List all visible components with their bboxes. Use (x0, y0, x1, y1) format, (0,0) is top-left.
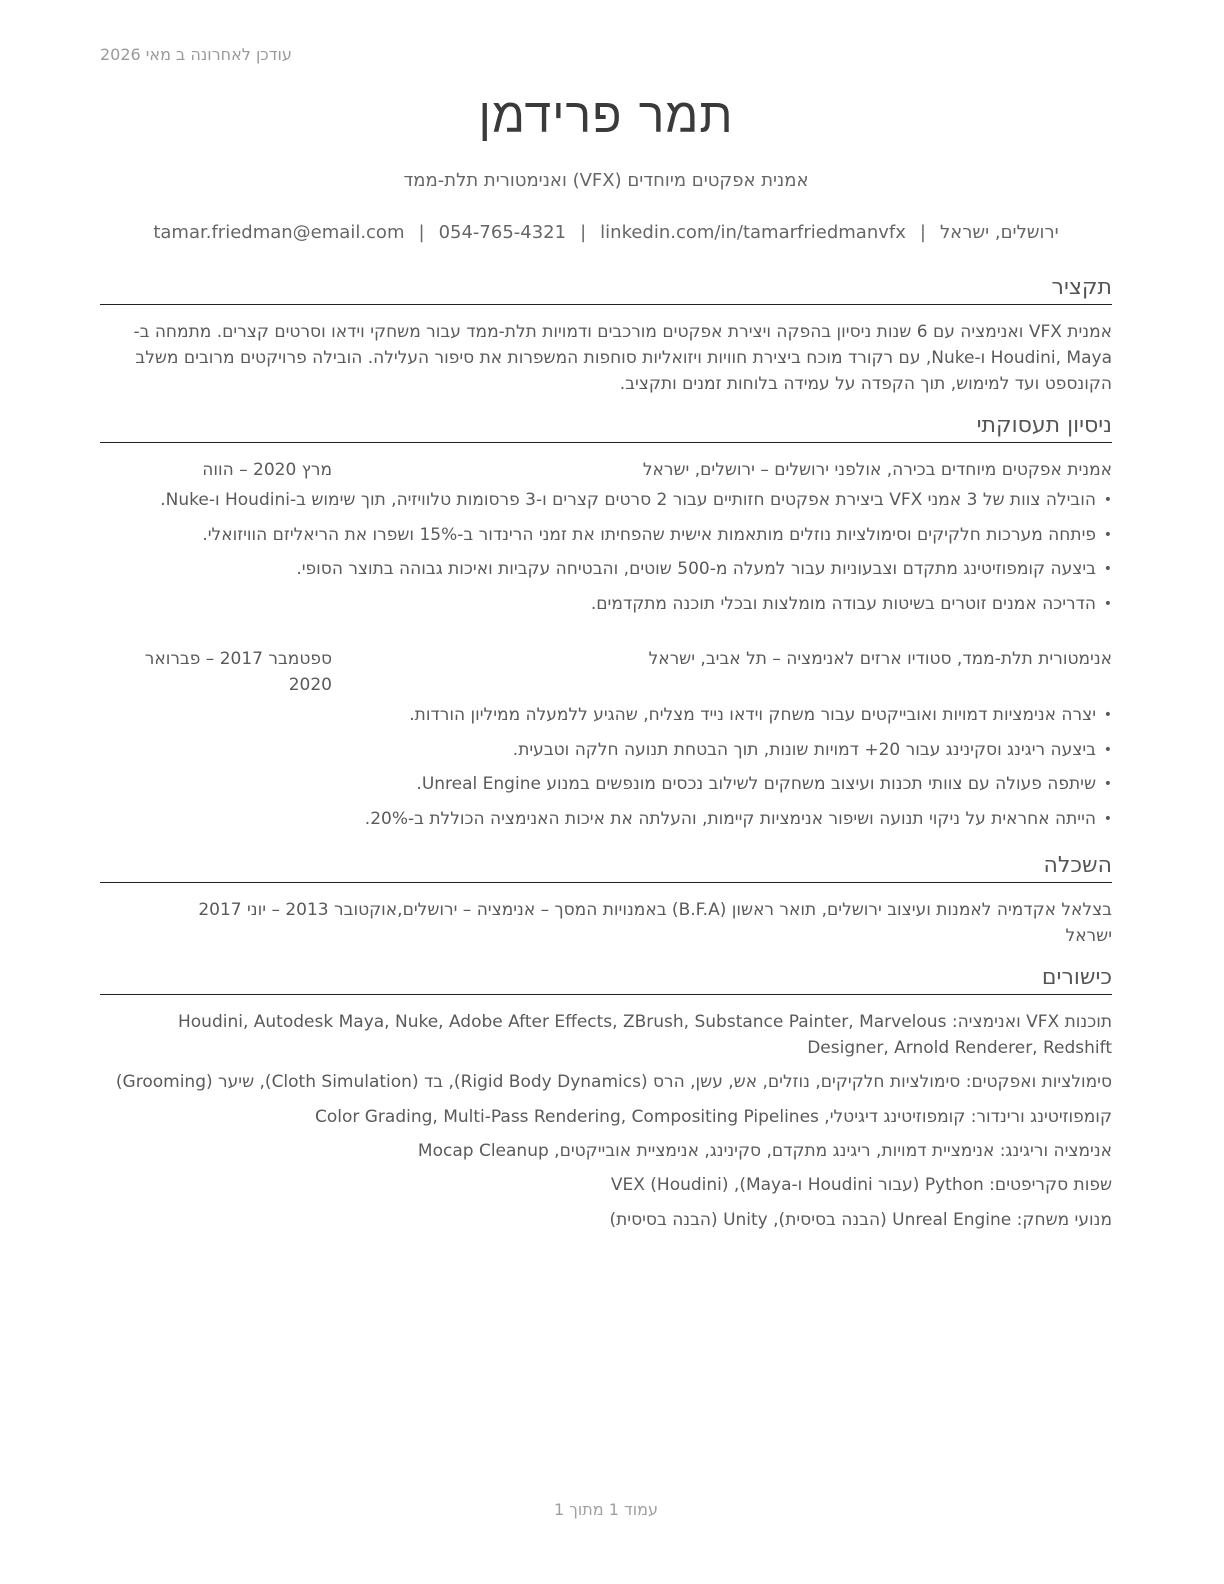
summary-text: אמנית VFX ואנימציה עם 6 שנות ניסיון בהפקה ויצירת אפקטים מורכבים ודמויות תלת-ממד עבור משחקי וידאו וסרטים קצרים. מתמחה ב-Houdini, Maya ו-Nuke, עם רקורד מוכח ביצירת חוויות ויזואליות סוחפות המשפרות את סיפור העלילה. הובילה פרויקטים מרובים משלב הקונספט ועד למימוש, תוך הקפדה על עמידה בלוחות זמנים ותקציב. (133, 322, 1112, 394)
job-date-line: 2020 (288, 675, 332, 695)
education-institution: בצלאל אקדמיה לאמנות ועיצוב ירושלים, תואר ראשון (B.F.A) באמנויות המסך – אנימציה – ירושלים, (397, 900, 1112, 920)
skill-line: שפות סקריפטים: Python (עבור Houdini ו-Maya), VEX (Houdini) (610, 1175, 1112, 1195)
email-link[interactable]: tamar.friedman@email.com (153, 222, 405, 243)
experience-heading: ניסיון תעסוקתי (100, 412, 1112, 443)
skill-line: סימולציות ואפקטים: סימולציות חלקיקים, נוזלים, אש, עשן, הרס (Rigid Body Dynamics), בד (Cloth Simulation), שיער (Grooming) (115, 1072, 1112, 1092)
separator: | (919, 222, 926, 243)
list-item: • ביצעה ריגינג וסקינינג עבור 20+ דמויות שונות, תוך הבטחת תנועה חלקה וטבעית. (100, 737, 1112, 763)
skills-heading: כישורים (100, 964, 1112, 995)
separator: | (418, 222, 425, 243)
resume-page (100, 0, 1112, 1584)
job-bullets (100, 702, 1112, 840)
list-item: • יצרה אנימציות דמויות ואובייקטים עבור משחק וידאו נייד מצליח, שהגיע ללמעלה ממיליון הורדות. (100, 702, 1112, 728)
location: ירושלים, ישראל (939, 222, 1059, 243)
phone-number[interactable]: 054-765-4321 (438, 222, 567, 243)
page-number: עמוד 1 מתוך 1 (554, 1500, 658, 1519)
list-item: • ביצעה קומפוזיטינג מתקדם וצבעוניות עבור למעלה מ-500 שוטים, והבטיחה עקביות ואיכות גבוהה בתוצר הסופי. (100, 556, 1112, 582)
separator: | (580, 222, 587, 243)
last-updated: עודכן לאחרונה ב מאי 2026 (100, 45, 292, 64)
education-location: ישראל (1065, 926, 1112, 946)
linkedin-link[interactable]: linkedin.com/in/tamarfriedmanvfx (600, 222, 906, 243)
list-item: • הובילה צוות של 3 אמני VFX ביצירת אפקטים חזותיים עבור 2 סרטים קצרים ו-3 פרסומות טלוויזיה, תוך שימוש ב-Houdini ו-Nuke. (100, 487, 1112, 513)
job-date-line: ספטמבר 2017 – פברואר (144, 649, 332, 669)
job-title: אנימטורית תלת-ממד, סטודיו ארזים לאנימציה – תל אביב, ישראל (648, 649, 1112, 669)
job-header (100, 457, 1112, 483)
job-header (100, 646, 1112, 698)
job-title: אמנית אפקטים מיוחדים בכירה, אולפני ירושלים – ירושלים, ישראל (642, 460, 1112, 480)
education-entry (100, 897, 1112, 923)
job-date: מרץ 2020 – הווה (202, 460, 332, 480)
list-item: • שיתפה פעולה עם צוותי תכנות ועיצוב משחקים לשילוב נכסים מונפשים במנוע Unreal Engine. (100, 771, 1112, 797)
candidate-name: תמר פרידמן (478, 88, 734, 144)
contact-line (100, 222, 1112, 243)
skill-line: קומפוזיטינג ורינדור: קומפוזיטינג דיגיטלי, Color Grading, Multi-Pass Rendering, Compositing Pipelines (314, 1107, 1112, 1127)
skill-line: תוכנות VFX ואנימציה: Houdini, Autodesk Maya, Nuke, Adobe After Effects, ZBrush, Substance Painter, Marvelous Designer, Arnold Renderer, Redshift (178, 1012, 1112, 1058)
education-date: אוקטובר 2013 – יוני 2017 (198, 900, 398, 920)
job-bullets (100, 487, 1112, 625)
list-item: • פיתחה מערכות חלקיקים וסימולציות נוזלים מותאמות אישית שהפחיתו את זמני הרינדור ב-15% ושפרו את הריאליזם הוויזואלי. (100, 522, 1112, 548)
education-heading: השכלה (100, 852, 1112, 883)
list-item: • הייתה אחראית על ניקוי תנועה ושיפור אנימציות קיימות, והעלתה את איכות האנימציה הכוללת ב-20%. (100, 806, 1112, 832)
list-item: • הדריכה אמנים זוטרים בשיטות עבודה מומלצות ובכלי תוכנה מתקדמים. (100, 591, 1112, 617)
job-date (100, 646, 332, 698)
job-subtitle: אמנית אפקטים מיוחדים (VFX) ואנימטורית תלת-ממד (403, 170, 809, 191)
summary-heading: תקציר (100, 274, 1112, 305)
skill-line: אנימציה וריגינג: אנימציית דמויות, ריגינג מתקדם, סקינינג, אנימציית אובייקטים, Mocap Cleanup (417, 1141, 1112, 1161)
skill-line: מנועי משחק: Unreal Engine (הבנה בסיסית), Unity (הבנה בסיסית) (609, 1210, 1112, 1230)
